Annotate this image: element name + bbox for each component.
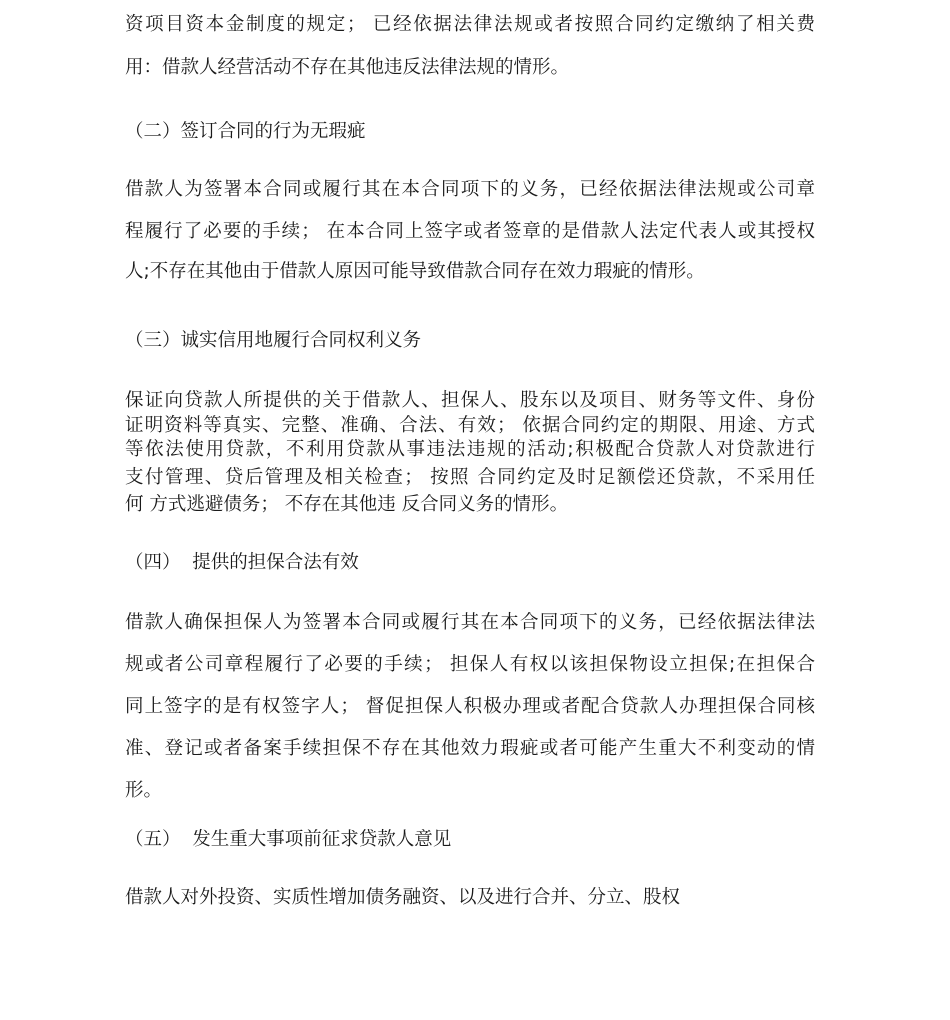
paragraph-line: 规或者公司章程履行了必要的手续； 担保人有权以该担保物设立担保;在担保合 bbox=[125, 654, 815, 675]
paragraph-line: 保证向贷款人所提供的关于借款人、担保人、股东以及项目、财务等文件、身份 bbox=[125, 390, 815, 411]
section-heading-2: （二）签订合同的行为无瑕疵 bbox=[125, 121, 366, 142]
section-heading-3: （三）诚实信用地履行合同权利义务 bbox=[125, 330, 422, 351]
paragraph-line: 资项目资本金制度的规定； 已经依据法律法规或者按照合同约定缴纳了相关费 bbox=[125, 14, 815, 35]
paragraph-line: 准、登记或者备案手续担保不存在其他效力瑕疵或者可能产生重大不利变动的情 bbox=[125, 738, 815, 759]
paragraph-line: 用：借款人经营活动不存在其他违反法律法规的情形。 bbox=[125, 57, 570, 78]
section-heading-4: （四） 提供的担保合法有效 bbox=[125, 552, 359, 573]
paragraph-line: 支付管理、贷后管理及相关检查； 按照 合同约定及时足额偿还贷款，不采用任 bbox=[125, 467, 815, 488]
paragraph-line: 证明资料等真实、完整、准确、合法、有效； 依据合同约定的期限、用途、方式 bbox=[125, 415, 815, 436]
paragraph-line: 借款人为签署本合同或履行其在本合同项下的义务，已经依据法律法规或公司章 bbox=[125, 179, 815, 200]
paragraph-line: 借款人确保担保人为签署本合同或履行其在本合同项下的义务，已经依据法律法 bbox=[125, 612, 815, 633]
paragraph-line: 等依法使用贷款，不利用贷款从事违法违规的活动;积极配合贷款人对贷款进行 bbox=[125, 439, 815, 460]
paragraph-line: 何 方式逃避债务； 不存在其他违 反合同义务的情形。 bbox=[125, 494, 569, 515]
paragraph-line: 借款人对外投资、实质性增加债务融资、以及进行合并、分立、股权 bbox=[125, 887, 681, 908]
paragraph-line: 形。 bbox=[125, 780, 163, 801]
paragraph-line: 同上签字的是有权签字人； 督促担保人积极办理或者配合贷款人办理担保合同核 bbox=[125, 696, 815, 717]
paragraph-line: 程履行了必要的手续； 在本合同上签字或者签章的是借款人法定代表人或其授权 bbox=[125, 221, 815, 242]
paragraph-line: 人;不存在其他由于借款人原因可能导致借款合同存在效力瑕疵的情形。 bbox=[125, 261, 705, 282]
section-heading-5: （五） 发生重大事项前征求贷款人意见 bbox=[125, 829, 452, 850]
